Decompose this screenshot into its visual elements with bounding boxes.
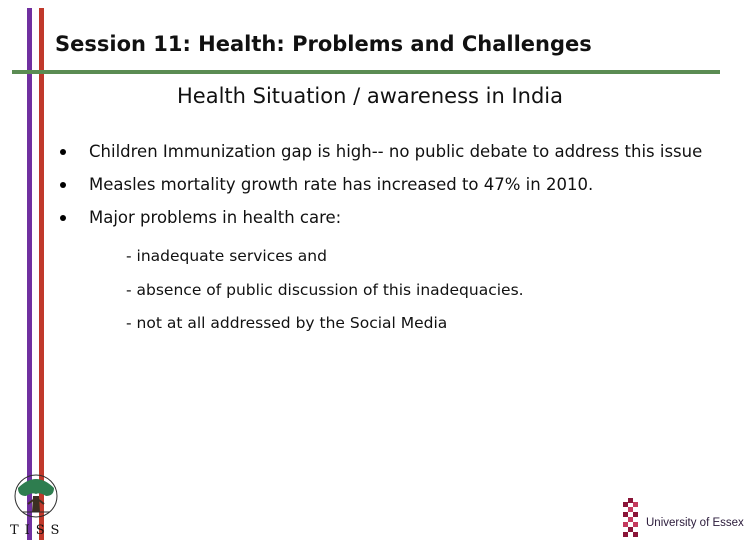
bullet-text: Major problems in health care: xyxy=(89,208,342,227)
tiss-logo-text: TISS xyxy=(10,523,66,538)
bullet-dot-icon xyxy=(60,215,66,221)
university-of-essex-logo-text: University of Essex xyxy=(646,517,744,529)
checkered-mark-icon xyxy=(623,498,643,538)
header-green-rule xyxy=(12,70,720,74)
sub-item: - not at all addressed by the Social Media xyxy=(126,314,448,332)
bullet-dot-icon xyxy=(60,149,66,155)
bullet-dot-icon xyxy=(60,182,66,188)
bullet-list xyxy=(58,140,702,239)
bullet-item xyxy=(58,206,702,239)
university-of-essex-logo xyxy=(623,496,744,540)
slide-subtitle: Health Situation / awareness in India xyxy=(176,84,563,108)
tiss-logo xyxy=(0,466,72,540)
sub-item-list xyxy=(126,245,524,346)
bullet-item xyxy=(58,140,702,173)
slide-title: Session 11: Health: Problems and Challenges xyxy=(55,32,592,56)
sub-item: - inadequate services and xyxy=(126,247,327,265)
tree-emblem-icon xyxy=(0,466,72,522)
bullet-text: Children Immunization gap is high-- no public debate to address this issue xyxy=(89,142,703,161)
bullet-text: Measles mortality growth rate has increased to 47% in 2010. xyxy=(89,175,594,194)
bullet-item xyxy=(58,173,702,206)
sub-item: - absence of public discussion of this inadequacies. xyxy=(126,280,524,299)
